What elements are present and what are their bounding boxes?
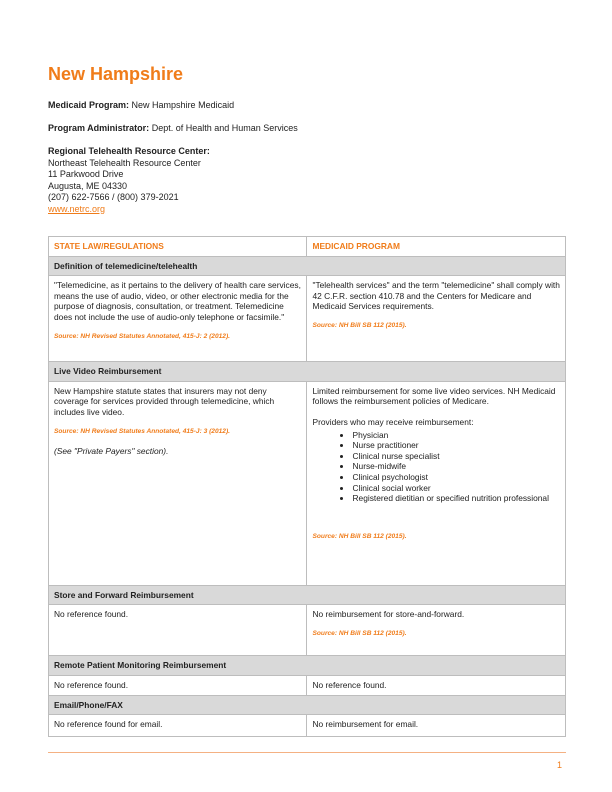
state-law-cell [49, 605, 307, 656]
list-item: • Nurse-midwife [352, 461, 560, 472]
program-administrator-label: Program Administrator: [48, 123, 150, 133]
section-title: Remote Patient Monitoring Reimbursement [49, 656, 566, 676]
regional-center-line: 11 Parkwood Drive [48, 169, 124, 179]
section-row-rpm [49, 656, 566, 676]
policy-table [48, 236, 566, 737]
list-item: • Physician [352, 430, 560, 441]
state-law-text: No reference found. [54, 609, 129, 620]
medicaid-cell [307, 276, 566, 362]
table-row [49, 381, 566, 585]
medicaid-source: Source: NH Bill SB 112 (2015). [312, 321, 407, 329]
state-law-source: Source: NH Revised Statutes Annotated, 415-J: 3 (2012). [54, 427, 231, 435]
providers-intro: Providers who may receive reimbursement: [312, 416, 474, 427]
list-item: • Registered dietitian or specified nutrition professional [352, 493, 560, 504]
medicaid-cell: No reimbursement for email. [307, 715, 566, 737]
medicaid-text: Limited reimbursement for some live video services. NH Medicaid follows the reimbursement policies of Medicare. [312, 385, 556, 407]
table-row [49, 605, 566, 656]
state-law-text: New Hampshire statute states that insurers may not deny coverage for services provided through telemedicine, which includes live video. [54, 385, 275, 417]
footer-divider [48, 752, 566, 753]
regional-center-block [48, 146, 210, 215]
medicaid-cell [307, 605, 566, 656]
list-item: • Clinical nurse specialist [352, 451, 560, 462]
state-law-cell: No reference found. [49, 675, 307, 695]
medicaid-text: "Telehealth services" and the term "telemedicine" shall comply with 42 C.F.R. section 410.78 and the Centers for Medicare and Medicaid Services requirements. [312, 280, 560, 312]
medicaid-program-line [48, 100, 234, 112]
state-law-cell [49, 276, 307, 362]
medicaid-cell: No reference found. [307, 675, 566, 695]
medicaid-source: Source: NH Bill SB 112 (2015). [312, 629, 407, 637]
providers-list [312, 430, 560, 504]
medicaid-program-value: New Hampshire Medicaid [131, 100, 235, 110]
list-item: • Clinical psychologist [352, 472, 560, 483]
section-title: Definition of telemedicine/telehealth [49, 256, 566, 276]
section-title: Email/Phone/FAX [49, 695, 566, 715]
list-item: • Nurse practitioner [352, 440, 560, 451]
regional-center-label: Regional Telehealth Resource Center: [48, 146, 210, 156]
table-header-row [49, 237, 566, 257]
regional-center-link[interactable]: www.netrc.org [48, 203, 106, 214]
table-row [49, 276, 566, 362]
section-title: Live Video Reimbursement [49, 362, 566, 382]
section-row-email [49, 695, 566, 715]
table-row [49, 675, 566, 695]
state-law-source: Source: NH Revised Statutes Annotated, 415-J: 2 (2012). [54, 332, 231, 340]
regional-center-line: Northeast Telehealth Resource Center [48, 157, 201, 168]
page-number: 1 [556, 760, 562, 770]
column-header-state-law: STATE LAW/REGULATIONS [49, 237, 307, 257]
state-law-cell [49, 381, 307, 585]
section-row-live-video [49, 362, 566, 382]
medicaid-text: No reimbursement for store-and-forward. [312, 609, 465, 620]
column-header-medicaid: MEDICAID PROGRAM [307, 237, 566, 257]
state-law-text: "Telemedicine, as it pertains to the delivery of health care services, means the use of audio, video, or other electronic media for the purpose of diagnosis, consultation, or treatment. Telemedicine does not include the use of audio-only telephone or facsimile." [54, 280, 301, 322]
state-law-cell: No reference found for email. [49, 715, 307, 737]
regional-center-line: Augusta, ME 04330 [48, 180, 128, 191]
program-administrator-value: Dept. of Health and Human Services [151, 123, 298, 133]
section-row-definition [49, 256, 566, 276]
medicaid-cell [307, 381, 566, 585]
section-title: Store and Forward Reimbursement [49, 585, 566, 605]
section-row-store-forward [49, 585, 566, 605]
medicaid-program-label: Medicaid Program: [48, 100, 130, 110]
state-law-note: (See "Private Payers" section). [54, 446, 169, 457]
medicaid-source: Source: NH Bill SB 112 (2015). [312, 532, 407, 540]
page-title: New Hampshire [48, 64, 184, 84]
program-administrator-line [48, 123, 298, 135]
regional-center-line: (207) 622-7566 / (800) 379-2021 [48, 192, 179, 202]
list-item: • Clinical social worker [352, 483, 560, 494]
table-row [49, 715, 566, 737]
